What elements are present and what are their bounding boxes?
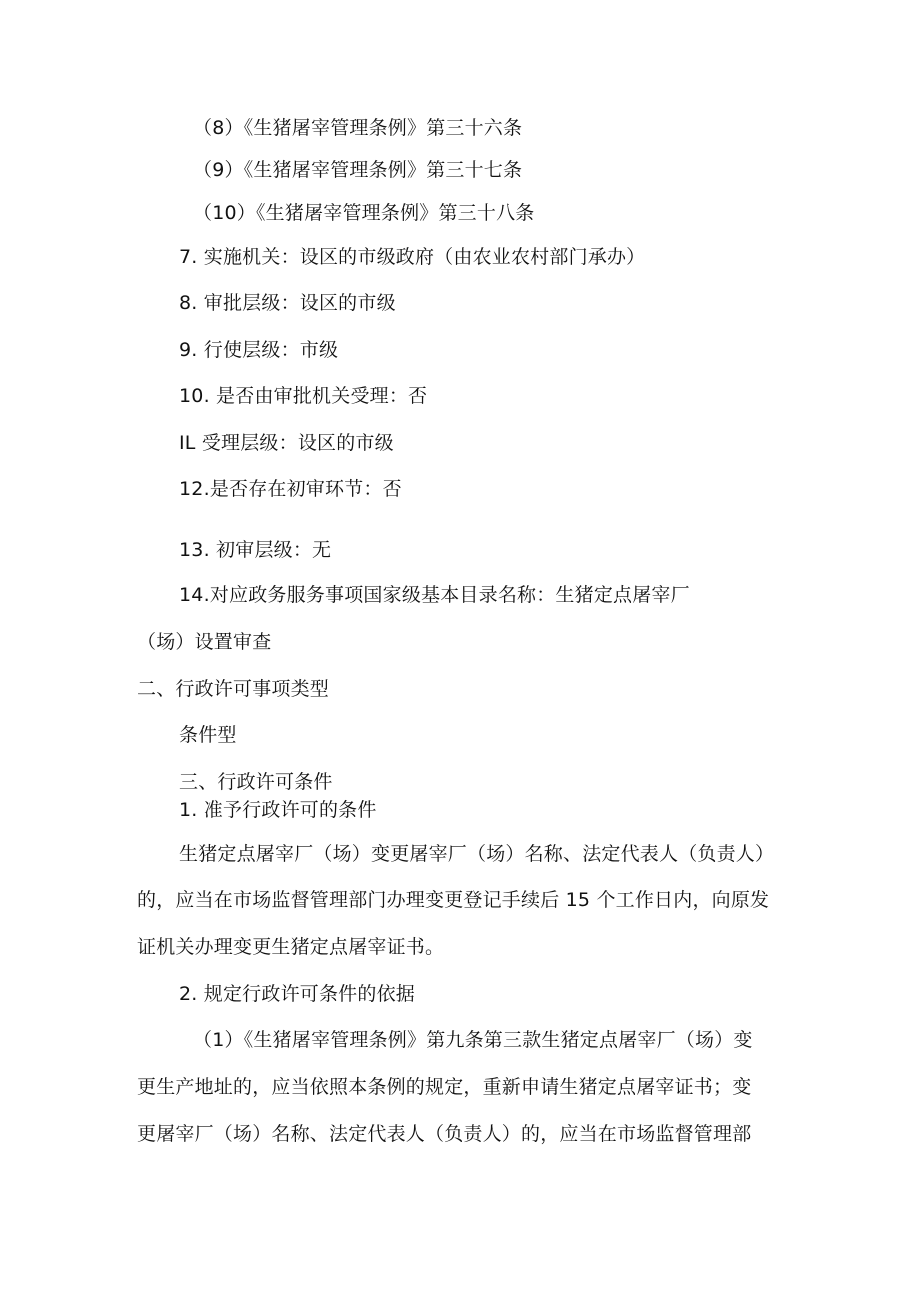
national-catalog-name: 14.对应政务服务事项国家级基本目录名称：生猪定点屠宰厂 xyxy=(179,584,690,606)
section-heading-permit-conditions: 三、行政许可条件 xyxy=(179,771,333,793)
subheading-grant-conditions: 1. 准予行政许可的条件 xyxy=(179,799,377,821)
subheading-condition-basis: 2. 规定行政许可条件的依据 xyxy=(179,983,415,1005)
condition-paragraph-line-1: 生猪定点屠宰厂（场）变更屠宰厂（场）名称、法定代表人（负责人） xyxy=(179,843,775,865)
national-catalog-name-continued: （场）设置审查 xyxy=(137,631,272,653)
implementing-authority: 7. 实施机关：设区的市级政府（由农业农村部门承办） xyxy=(179,246,646,268)
basis-paragraph-line-2: 更生产地址的，应当依照本条例的规定，重新申请生猪定点屠宰证书；变 xyxy=(137,1076,752,1098)
basis-item-8: （8）《生猪屠宰管理条例》第三十六条 xyxy=(193,117,523,139)
basis-paragraph-line-1: （1）《生猪屠宰管理条例》第九条第三款生猪定点屠宰厂（场）变 xyxy=(193,1029,753,1051)
exercise-level: 9. 行使层级：市级 xyxy=(179,339,339,361)
preliminary-review-exists: 12.是否存在初审环节：否 xyxy=(179,478,402,500)
permit-type-value: 条件型 xyxy=(179,724,237,746)
preliminary-review-level: 13. 初审层级：无 xyxy=(179,539,332,561)
approval-level: 8. 审批层级：设区的市级 xyxy=(179,292,396,314)
basis-item-9: （9）《生猪屠宰管理条例》第三十七条 xyxy=(193,159,523,181)
section-heading-permit-type: 二、行政许可事项类型 xyxy=(137,678,330,700)
acceptance-level: IL 受理层级：设区的市级 xyxy=(179,432,394,454)
basis-item-10: （10）《生猪屠宰管理条例》第三十八条 xyxy=(193,202,535,224)
condition-paragraph-line-3: 证机关办理变更生猪定点屠宰证书。 xyxy=(137,936,445,958)
basis-paragraph-line-3: 更屠宰厂（场）名称、法定代表人（负责人）的，应当在市场监督管理部 xyxy=(137,1123,752,1145)
accepted-by-approval-authority: 10. 是否由审批机关受理：否 xyxy=(179,385,428,407)
condition-paragraph-line-2: 的，应当在市场监督管理部门办理变更登记手续后 15 个工作日内，向原发 xyxy=(137,889,770,911)
